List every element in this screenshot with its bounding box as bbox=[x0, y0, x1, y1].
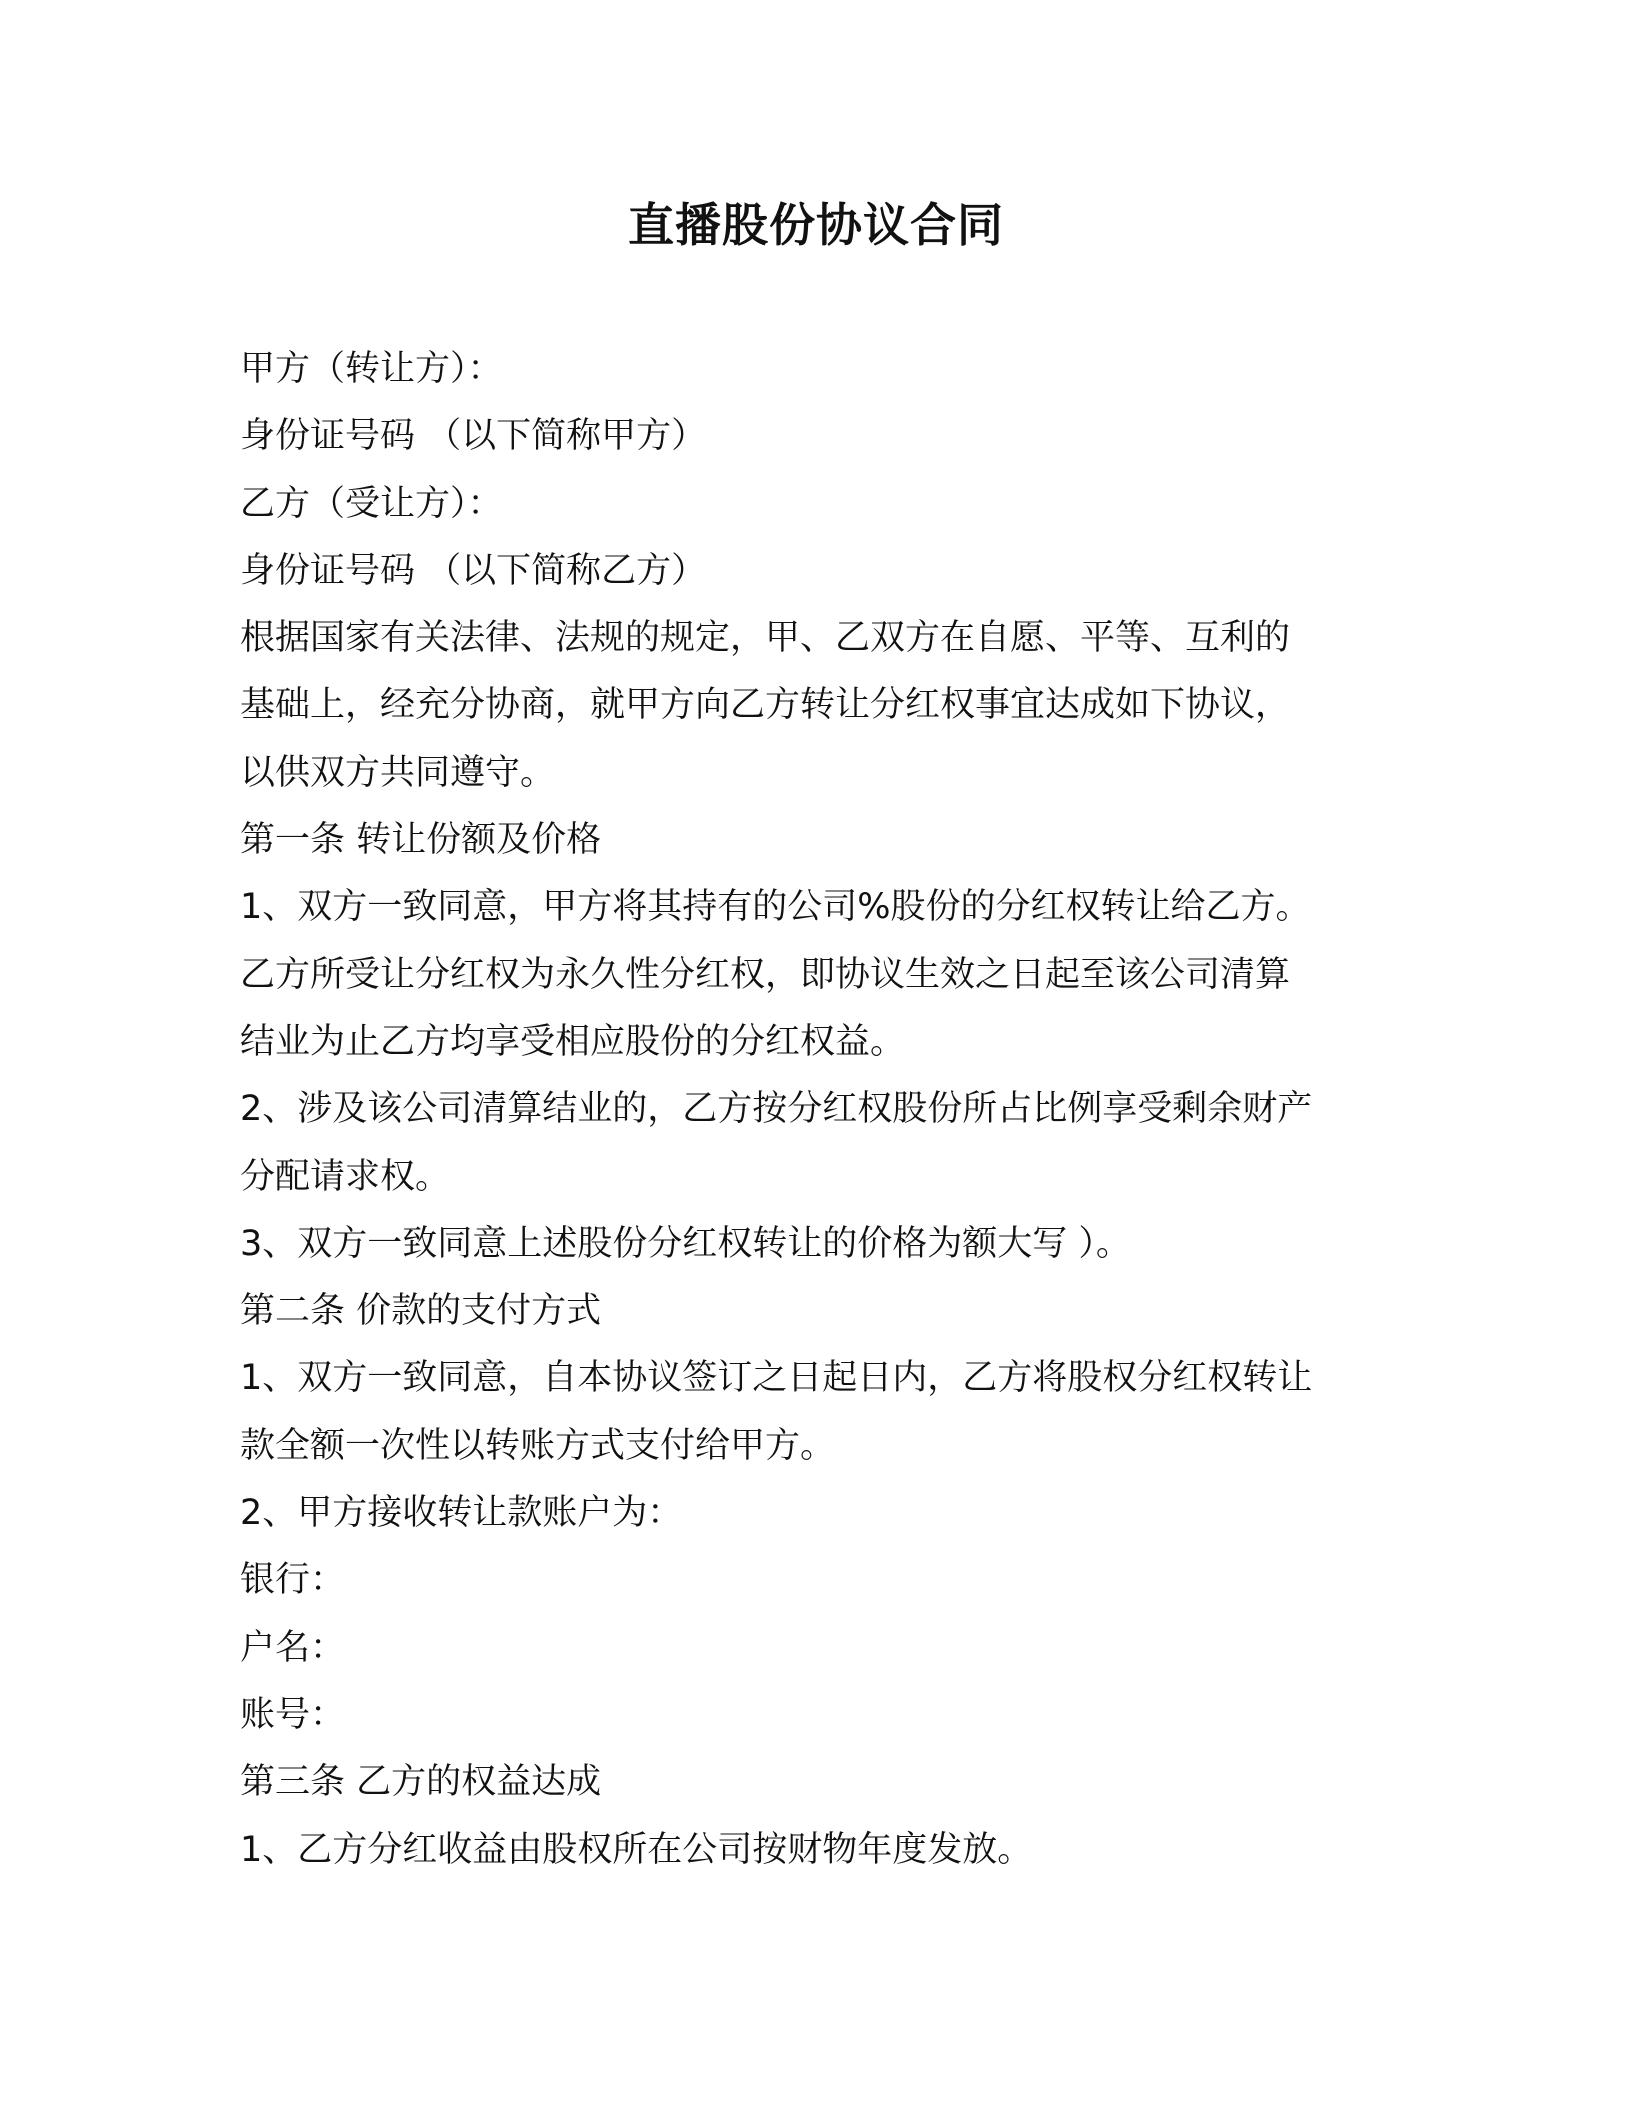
article-1-clause-1-line-3: 结业为止乙方均享受相应股份的分红权益。 bbox=[240, 1021, 906, 1062]
article-1-clause-3: 3、双方一致同意上述股份分红权转让的价格为额大写 ）。 bbox=[240, 1223, 1131, 1264]
article-2-clause-2: 2、甲方接收转让款账户为： bbox=[240, 1493, 683, 1534]
article-3-heading: 第三条 乙方的权益达成 bbox=[240, 1762, 602, 1803]
preamble-line-1: 根据国家有关法律、法规的规定，甲、乙双方在自愿、平等、互利的 bbox=[240, 618, 1291, 659]
article-2-heading: 第二条 价款的支付方式 bbox=[240, 1291, 602, 1332]
document-title: 直播股份协议合同 bbox=[628, 198, 1004, 252]
account-number-field: 账号： bbox=[240, 1694, 346, 1735]
preamble-line-3: 以供双方共同遵守。 bbox=[240, 752, 556, 793]
party-b-label: 乙方（受让方）： bbox=[240, 483, 503, 524]
article-1-clause-1-line-1: 1、双方一致同意，甲方将其持有的公司%股份的分红权转让给乙方。 bbox=[240, 887, 1311, 928]
article-1-clause-2-line-2: 分配请求权。 bbox=[240, 1156, 451, 1197]
party-b-id-line: 身份证号码 （以下简称乙方） bbox=[240, 550, 707, 591]
bank-field: 银行： bbox=[240, 1560, 346, 1601]
article-1-clause-1-line-2: 乙方所受让分红权为永久性分红权，即协议生效之日起至该公司清算 bbox=[240, 954, 1291, 995]
party-a-id-line: 身份证号码 （以下简称甲方） bbox=[240, 416, 707, 457]
article-1-heading: 第一条 转让份额及价格 bbox=[240, 820, 602, 861]
article-2-clause-1-line-1: 1、双方一致同意，自本协议签订之日起日内，乙方将股权分红权转让 bbox=[240, 1358, 1313, 1399]
party-a-label: 甲方（转让方）： bbox=[240, 349, 503, 389]
account-name-field: 户名： bbox=[240, 1627, 346, 1668]
article-1-clause-2-line-1: 2、涉及该公司清算结业的，乙方按分红权股份所占比例享受剩余财产 bbox=[240, 1089, 1313, 1130]
document-body bbox=[240, 336, 1400, 1884]
article-3-clause-1: 1、乙方分红收益由股权所在公司按财物年度发放。 bbox=[240, 1829, 1033, 1870]
article-2-clause-1-line-2: 款全额一次性以转账方式支付给甲方。 bbox=[240, 1425, 836, 1466]
preamble-line-2: 基础上，经充分协商，就甲方向乙方转让分红权事宜达成如下协议， bbox=[240, 685, 1291, 726]
